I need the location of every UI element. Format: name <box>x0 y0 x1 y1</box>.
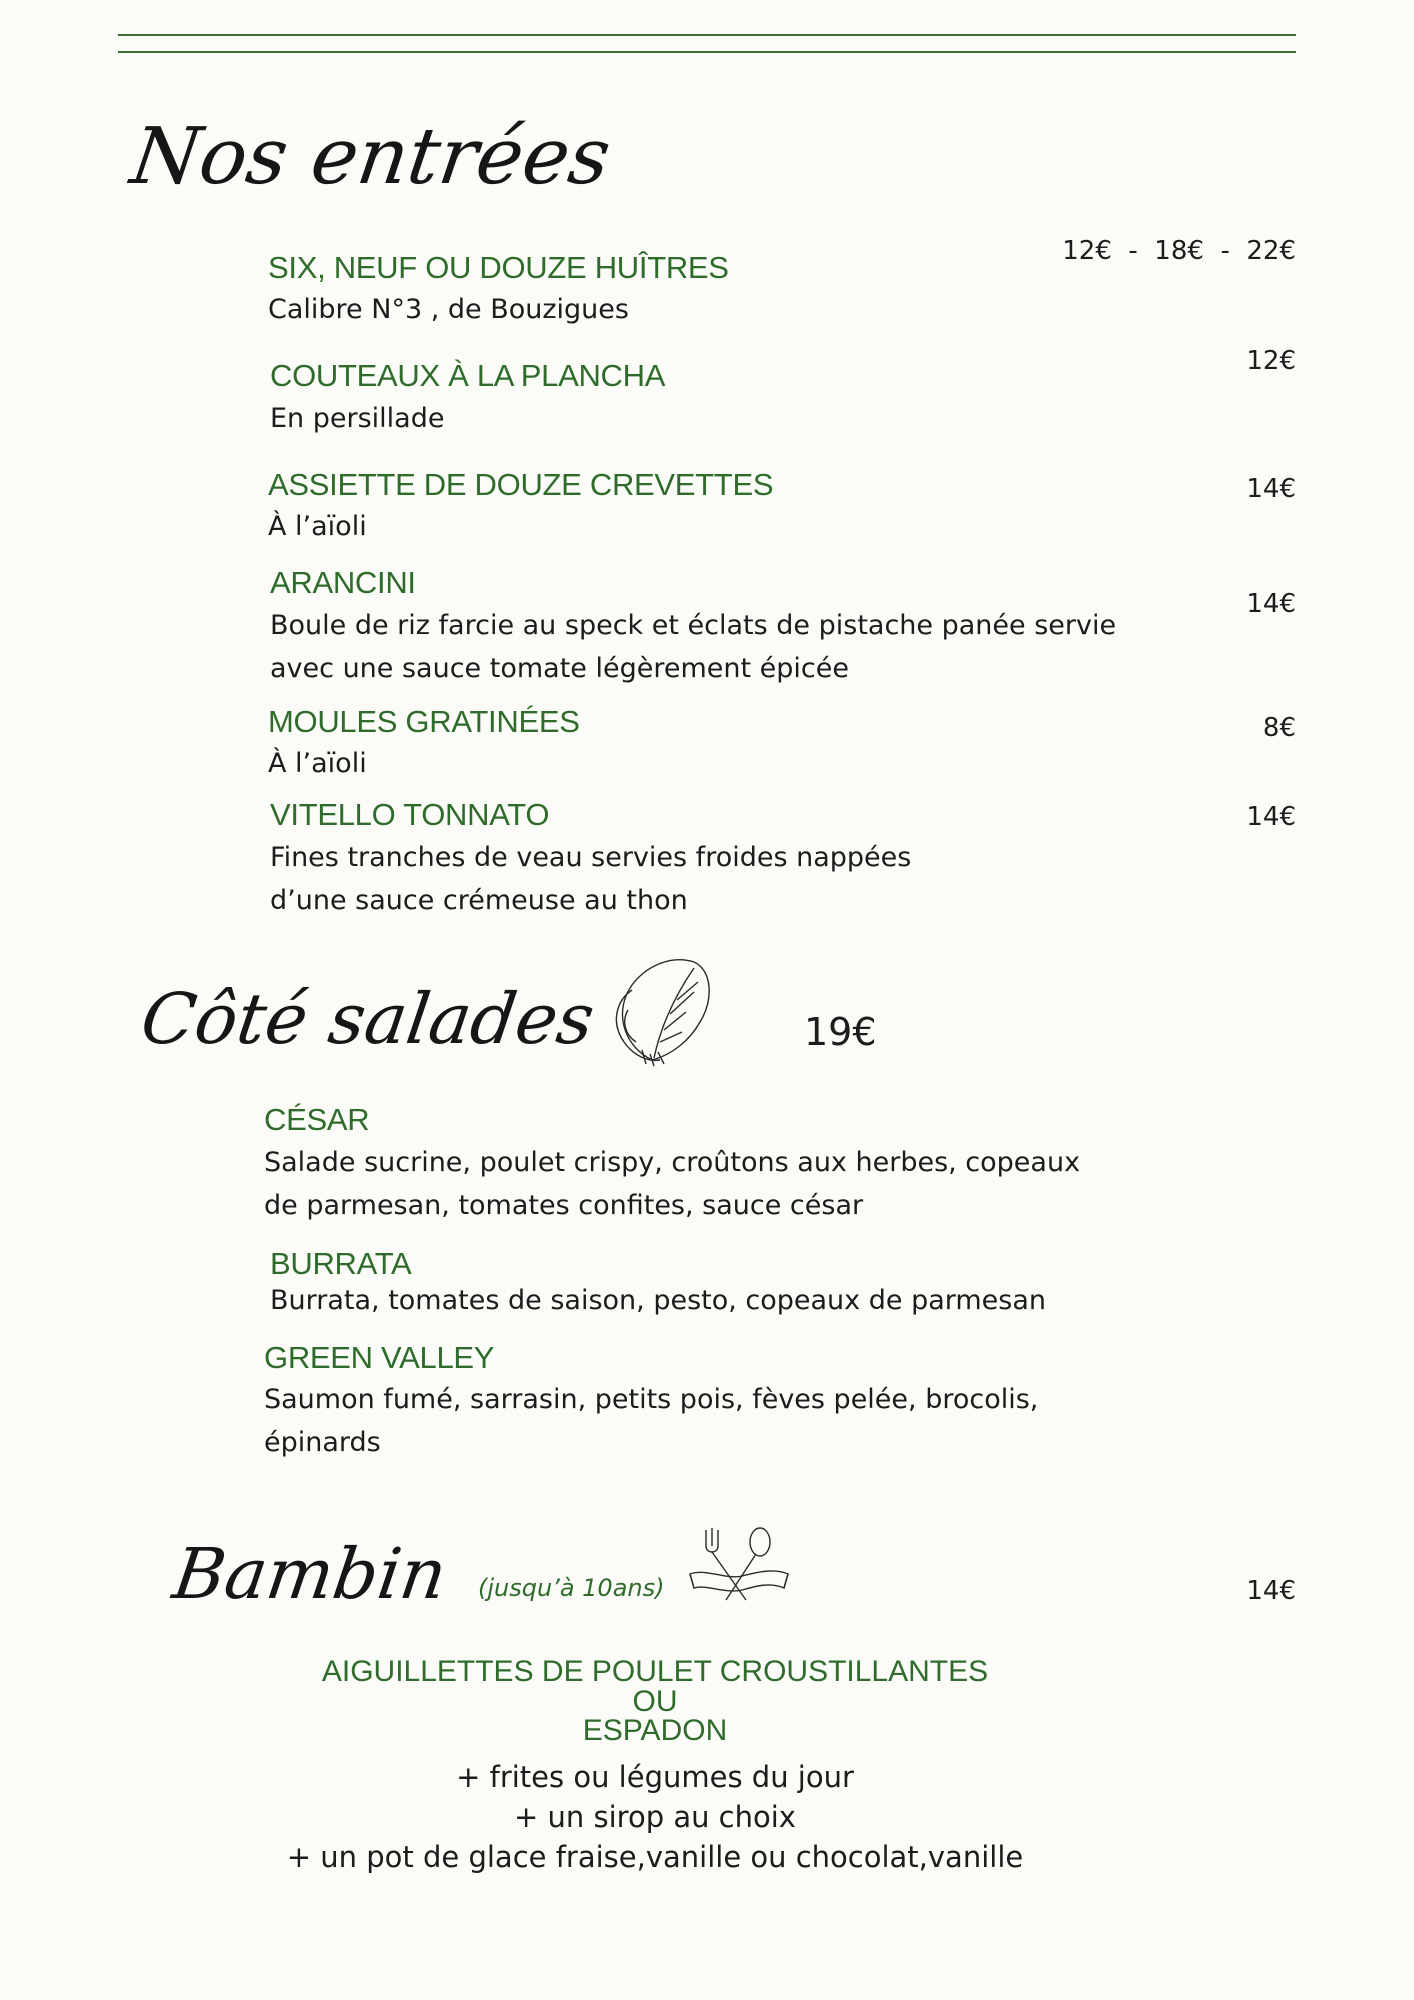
item-name: BURRATA <box>270 1246 412 1281</box>
kids-choice: AIGUILLETTES DE POULET CROUSTILLANTES <box>321 1655 989 1688</box>
kids-choice: ESPADON <box>582 1714 728 1747</box>
item-desc: avec une sauce tomate légèrement épicée <box>270 653 849 684</box>
age-note: (jusqu’à 10ans) <box>478 1574 665 1602</box>
lettuce-icon <box>602 950 722 1070</box>
item-name: ARANCINI <box>270 565 416 600</box>
item-desc: À l’aïoli <box>268 511 367 542</box>
item-desc: épinards <box>264 1427 381 1458</box>
top-rule <box>118 34 1296 36</box>
bambin-price: 14€ <box>1246 1576 1296 1606</box>
section-title-bambin: Bambin <box>168 1533 452 1615</box>
item-name: GREEN VALLEY <box>264 1340 495 1375</box>
item-desc: Fines tranches de veau servies froides nappées <box>270 842 912 873</box>
item-desc: de parmesan, tomates confites, sauce césar <box>264 1190 864 1221</box>
section-title-salades: Côté salades <box>136 978 600 1060</box>
section-title-entrees: Nos entrées <box>125 112 616 202</box>
item-name: ASSIETTE DE DOUZE CREVETTES <box>268 467 774 502</box>
item-price: 12€ - 18€ - 22€ <box>1062 236 1296 266</box>
kids-extra: + frites ou légumes du jour <box>456 1760 854 1794</box>
item-desc: d’une sauce crémeuse au thon <box>270 885 688 916</box>
item-desc: Boule de riz farcie au speck et éclats de pistache panée servie <box>270 610 1117 641</box>
item-price: 14€ <box>1246 589 1296 619</box>
item-price: 12€ <box>1246 346 1296 376</box>
item-desc: En persillade <box>270 403 445 434</box>
cutlery-icon <box>686 1524 792 1606</box>
item-desc: Salade sucrine, poulet crispy, croûtons aux herbes, copeaux <box>264 1147 1081 1178</box>
salades-price: 19€ <box>804 1010 877 1054</box>
item-name: MOULES GRATINÉES <box>268 704 580 739</box>
item-name: COUTEAUX À LA PLANCHA <box>270 358 666 393</box>
item-price: 8€ <box>1262 713 1296 743</box>
kids-choice: OU <box>632 1685 678 1718</box>
kids-extra: + un sirop au choix <box>514 1800 796 1834</box>
item-name: CÉSAR <box>264 1102 370 1137</box>
item-desc: Calibre N°3 , de Bouzigues <box>268 294 629 325</box>
item-price: 14€ <box>1246 802 1296 832</box>
item-desc: À l’aïoli <box>268 748 367 779</box>
item-price: 14€ <box>1246 474 1296 504</box>
top-rule-2 <box>118 51 1296 53</box>
item-desc: Burrata, tomates de saison, pesto, copeaux de parmesan <box>270 1285 1047 1316</box>
kids-extra: + un pot de glace fraise,vanille ou chocolat,vanille <box>286 1840 1024 1874</box>
item-desc: Saumon fumé, sarrasin, petits pois, fèves pelée, brocolis, <box>264 1384 1039 1415</box>
item-name: SIX, NEUF OU DOUZE HUÎTRES <box>268 250 729 285</box>
item-name: VITELLO TONNATO <box>270 797 550 832</box>
